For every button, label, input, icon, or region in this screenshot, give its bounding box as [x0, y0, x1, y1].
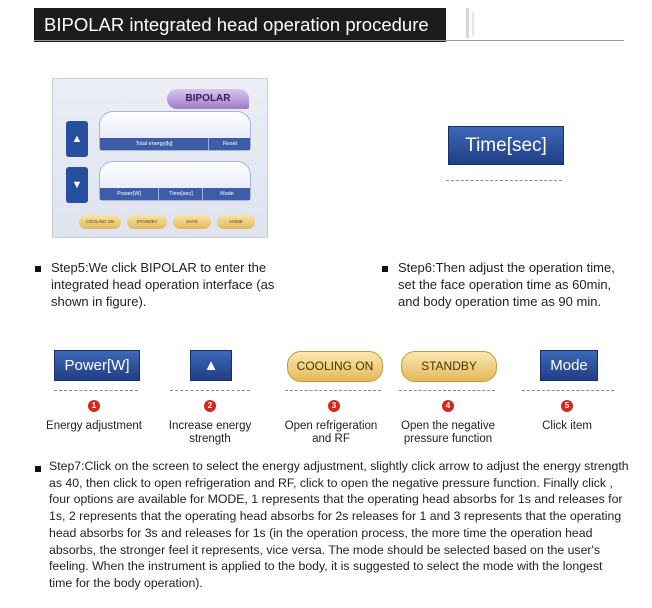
dash-line — [522, 390, 614, 391]
time-dash-line — [446, 180, 562, 181]
caption-negative-pressure: Open the negative pressure function — [401, 420, 495, 445]
caption-increase: Increase energy strength — [168, 420, 252, 445]
bullet-icon — [35, 466, 41, 472]
arrow-up-icon: ▲ — [203, 357, 219, 374]
standby-button[interactable]: STANDBY — [401, 351, 497, 382]
save-small-button[interactable]: SAVE — [173, 215, 211, 229]
header-divider — [34, 40, 624, 41]
bipolar-button[interactable]: BIPOLAR — [167, 89, 249, 109]
arrow-down-button[interactable] — [66, 167, 88, 203]
device-screen — [52, 78, 268, 238]
arrow-down-icon: ▼ — [71, 179, 83, 191]
total-energy-label: Total energy[kj] — [135, 141, 173, 147]
dash-line — [54, 390, 138, 391]
mode-field[interactable]: Mode — [202, 188, 251, 200]
time-sec-button[interactable]: Time[sec] — [448, 126, 564, 165]
caption-energy: Energy adjustment — [46, 420, 142, 432]
step6-text: Step6:Then adjust the operation time, set the face operation time as 60min, and body operation time as 90 min. — [398, 260, 615, 309]
time-field[interactable]: Time[sec] — [158, 188, 203, 200]
header-decoration-icon — [452, 8, 492, 42]
power-field[interactable]: Power[W] — [117, 191, 141, 197]
energy-panel — [99, 111, 251, 151]
settings-panel-bar — [100, 188, 250, 200]
dash-line — [285, 390, 381, 391]
step5-text: Step5:We click BIPOLAR to enter the integrated head operation interface (as shown in figure). — [51, 260, 275, 309]
home-small-button[interactable]: HOME — [217, 215, 255, 229]
arrow-up-icon: ▲ — [71, 133, 83, 145]
bullet-icon — [35, 266, 41, 272]
step-number-4: 4 — [442, 400, 454, 412]
reset-button[interactable]: Reset — [208, 138, 251, 150]
step-number-3: 3 — [328, 400, 340, 412]
caption-click-item: Click item — [542, 420, 592, 432]
step-number-1: 1 — [88, 400, 100, 412]
step-number-5: 5 — [561, 400, 573, 412]
dash-line — [170, 390, 250, 391]
standby-small-button[interactable]: STANDBY — [127, 215, 167, 229]
step7-text: Step7:Click on the screen to select the energy adjustment, slightly click arrow to adjust the energy strength as 40, then click to open refrigeration and RF, click to open the negative pressure function. Finally click , four options are available for MODE, 1 represents that the operating head absorbs for 1s and releases for 1s, 2 represents that the operating head absorbs for 2s releases for 1 and 3 represents that the operating head absorbs for 3s and releases for 1s (in the operation process, the more time the operation head absorbs, the stronger feel it represents, vice versa. The mode should be selected based on the user's feeling. When the instrument is applied to the body, it is suggested to select the mode with the longest time for the body operation). — [49, 459, 629, 590]
page-title: BIPOLAR integrated head operation procedure — [34, 8, 446, 42]
cooling-on-button[interactable]: COOLING ON — [287, 351, 383, 382]
energy-panel-bar — [100, 138, 250, 150]
caption-refrigeration: Open refrigeration and RF — [284, 420, 378, 445]
arrow-up-button[interactable] — [66, 121, 88, 157]
settings-panel — [99, 161, 251, 201]
power-w-button[interactable]: Power[W] — [54, 350, 140, 381]
increase-arrow-button[interactable] — [190, 350, 232, 381]
dash-line — [399, 390, 495, 391]
mode-button[interactable]: Mode — [540, 350, 598, 381]
step-number-2: 2 — [204, 400, 216, 412]
bullet-icon — [382, 266, 388, 272]
cooling-on-small-button[interactable]: COOLING ON — [79, 215, 121, 229]
